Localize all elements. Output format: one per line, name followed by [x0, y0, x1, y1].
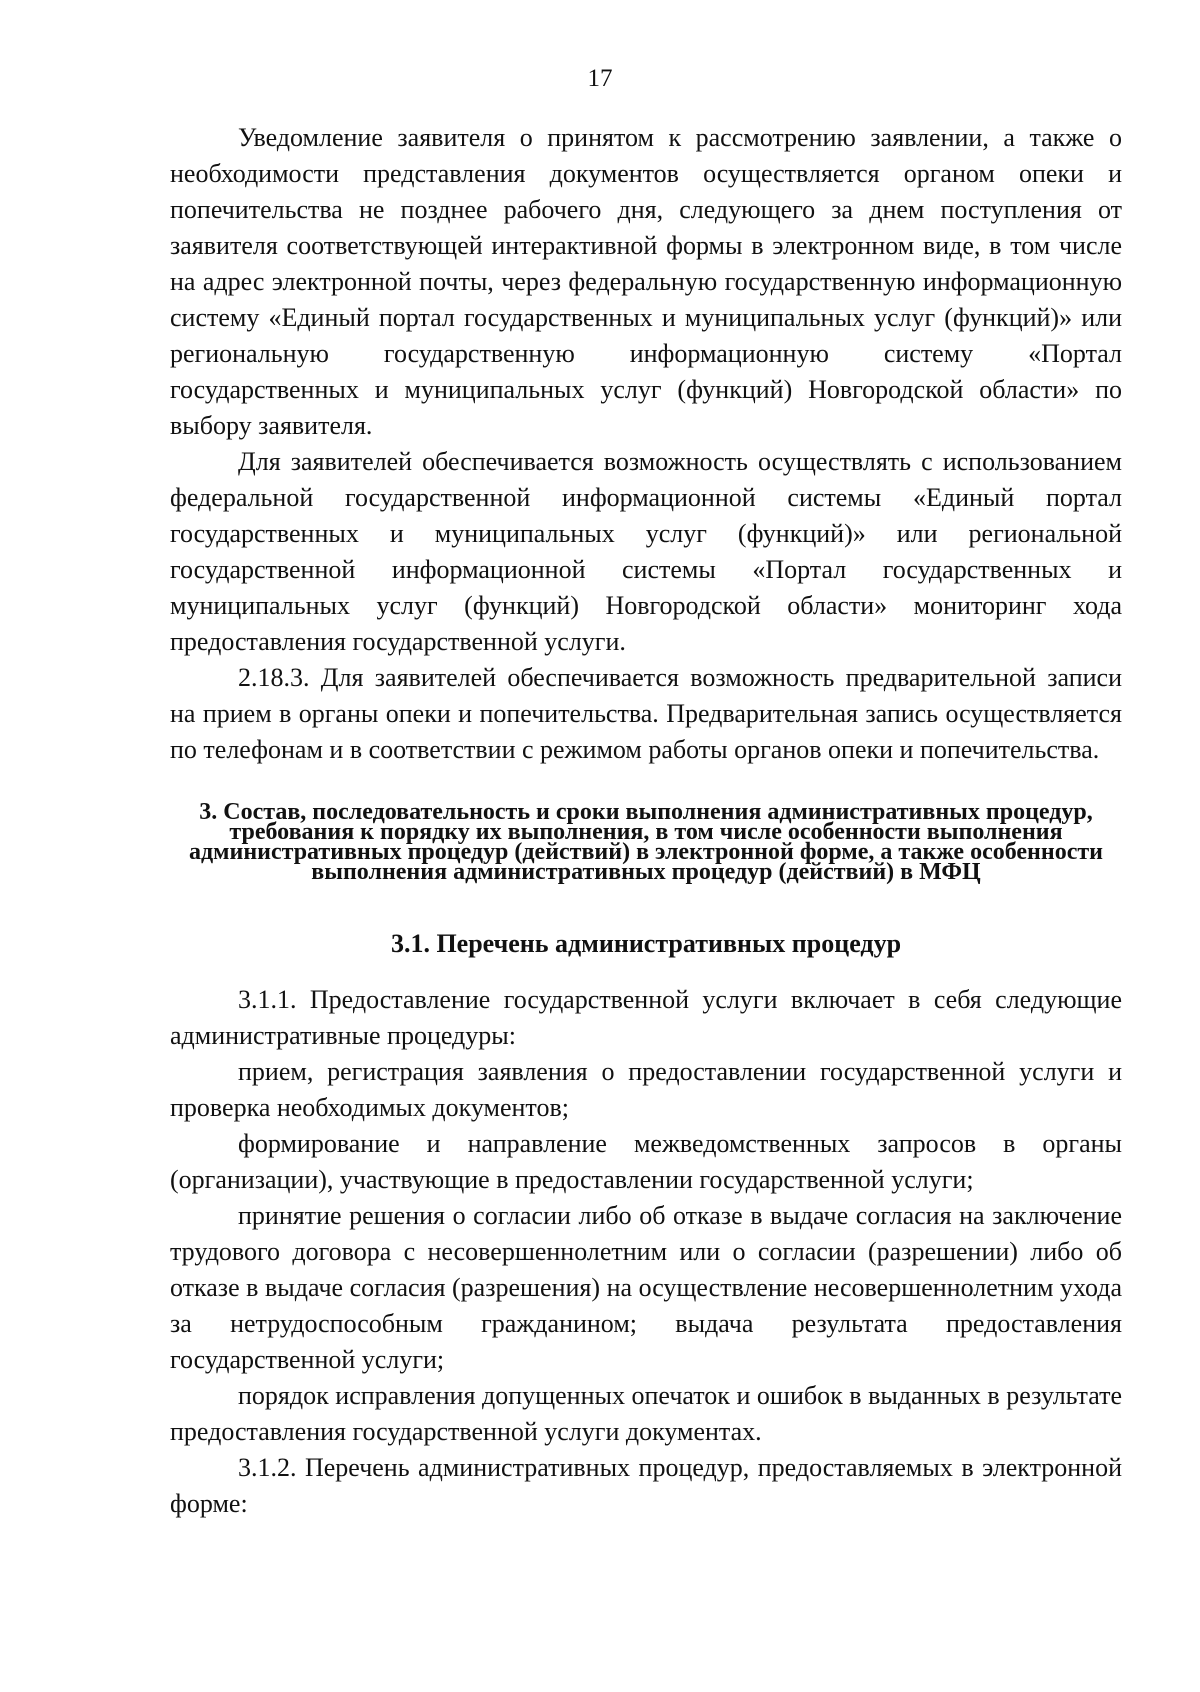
paragraph-3-1-2: 3.1.2. Перечень административных процедур, предоставляемых в электронной форме:: [170, 1453, 1122, 1518]
list-item-interagency-requests: формирование и направление межведомственных запросов в органы (организации), участвующие в предоставлении государственной услуги;: [170, 1129, 1122, 1194]
document-body: [170, 120, 1122, 1522]
list-item-corrections: порядок исправления допущенных опечаток и ошибок в выданных в результате предоставления государственной услуги документах.: [170, 1381, 1122, 1446]
list-item-decision: принятие решения о согласии либо об отказе в выдаче согласия на заключение трудового договора с несовершеннолетним или о согласии (разрешении) либо об отказе в выдаче согласия (разрешения) на осуществление несовершеннолетним ухода за нетрудоспособным гражданином; выдача результата предоставления государственной услуги;: [170, 1201, 1122, 1374]
page-number: 17: [587, 65, 613, 92]
section-3-1-heading: 3.1. Перечень административных процедур: [390, 929, 902, 958]
paragraph-notification: Уведомление заявителя о принятом к рассмотрению заявлении, а также о необходимости представления документов осуществляется органом опеки и попечительства не позднее рабочего дня, следующего за днем поступления от заявителя соответствующей интерактивной формы в электронном виде, в том числе на адрес электронной почты, через федеральную государственную информационную систему «Единый портал государственных и муниципальных услуг (функций)» или региональную государственную информационную систему «Портал государственных и муниципальных услуг (функций) Новгородской области» по выбору заявителя.: [170, 123, 1122, 440]
paragraph-2-18-3: 2.18.3. Для заявителей обеспечивается возможность предварительной записи на прием в органы опеки и попечительства. Предварительная запись осуществляется по телефонам и в соответствии с режимом работы органов опеки и попечительства.: [170, 663, 1122, 764]
section-3-heading: 3. Состав, последовательность и сроки выполнения административных процедур, требования к порядку их выполнения, в том числе особенности выполнения административных процедур (действий) в электронной форме, а также особенности выполнения административных процедур (действий) в МФЦ: [189, 799, 1103, 885]
list-item-reception: прием, регистрация заявления о предоставлении государственной услуги и проверка необходимых документов;: [170, 1057, 1122, 1122]
paragraph-monitoring: Для заявителей обеспечивается возможность осуществлять с использованием федеральной государственной информационной системы «Единый портал государственных и муниципальных услуг (функций)» или региональной государственной информационной системы «Портал государственных и муниципальных услуг (функций) Новгородской области» мониторинг хода предоставления государственной услуги.: [170, 447, 1122, 656]
paragraph-3-1-1: 3.1.1. Предоставление государственной услуги включает в себя следующие административные процедуры:: [170, 985, 1122, 1050]
